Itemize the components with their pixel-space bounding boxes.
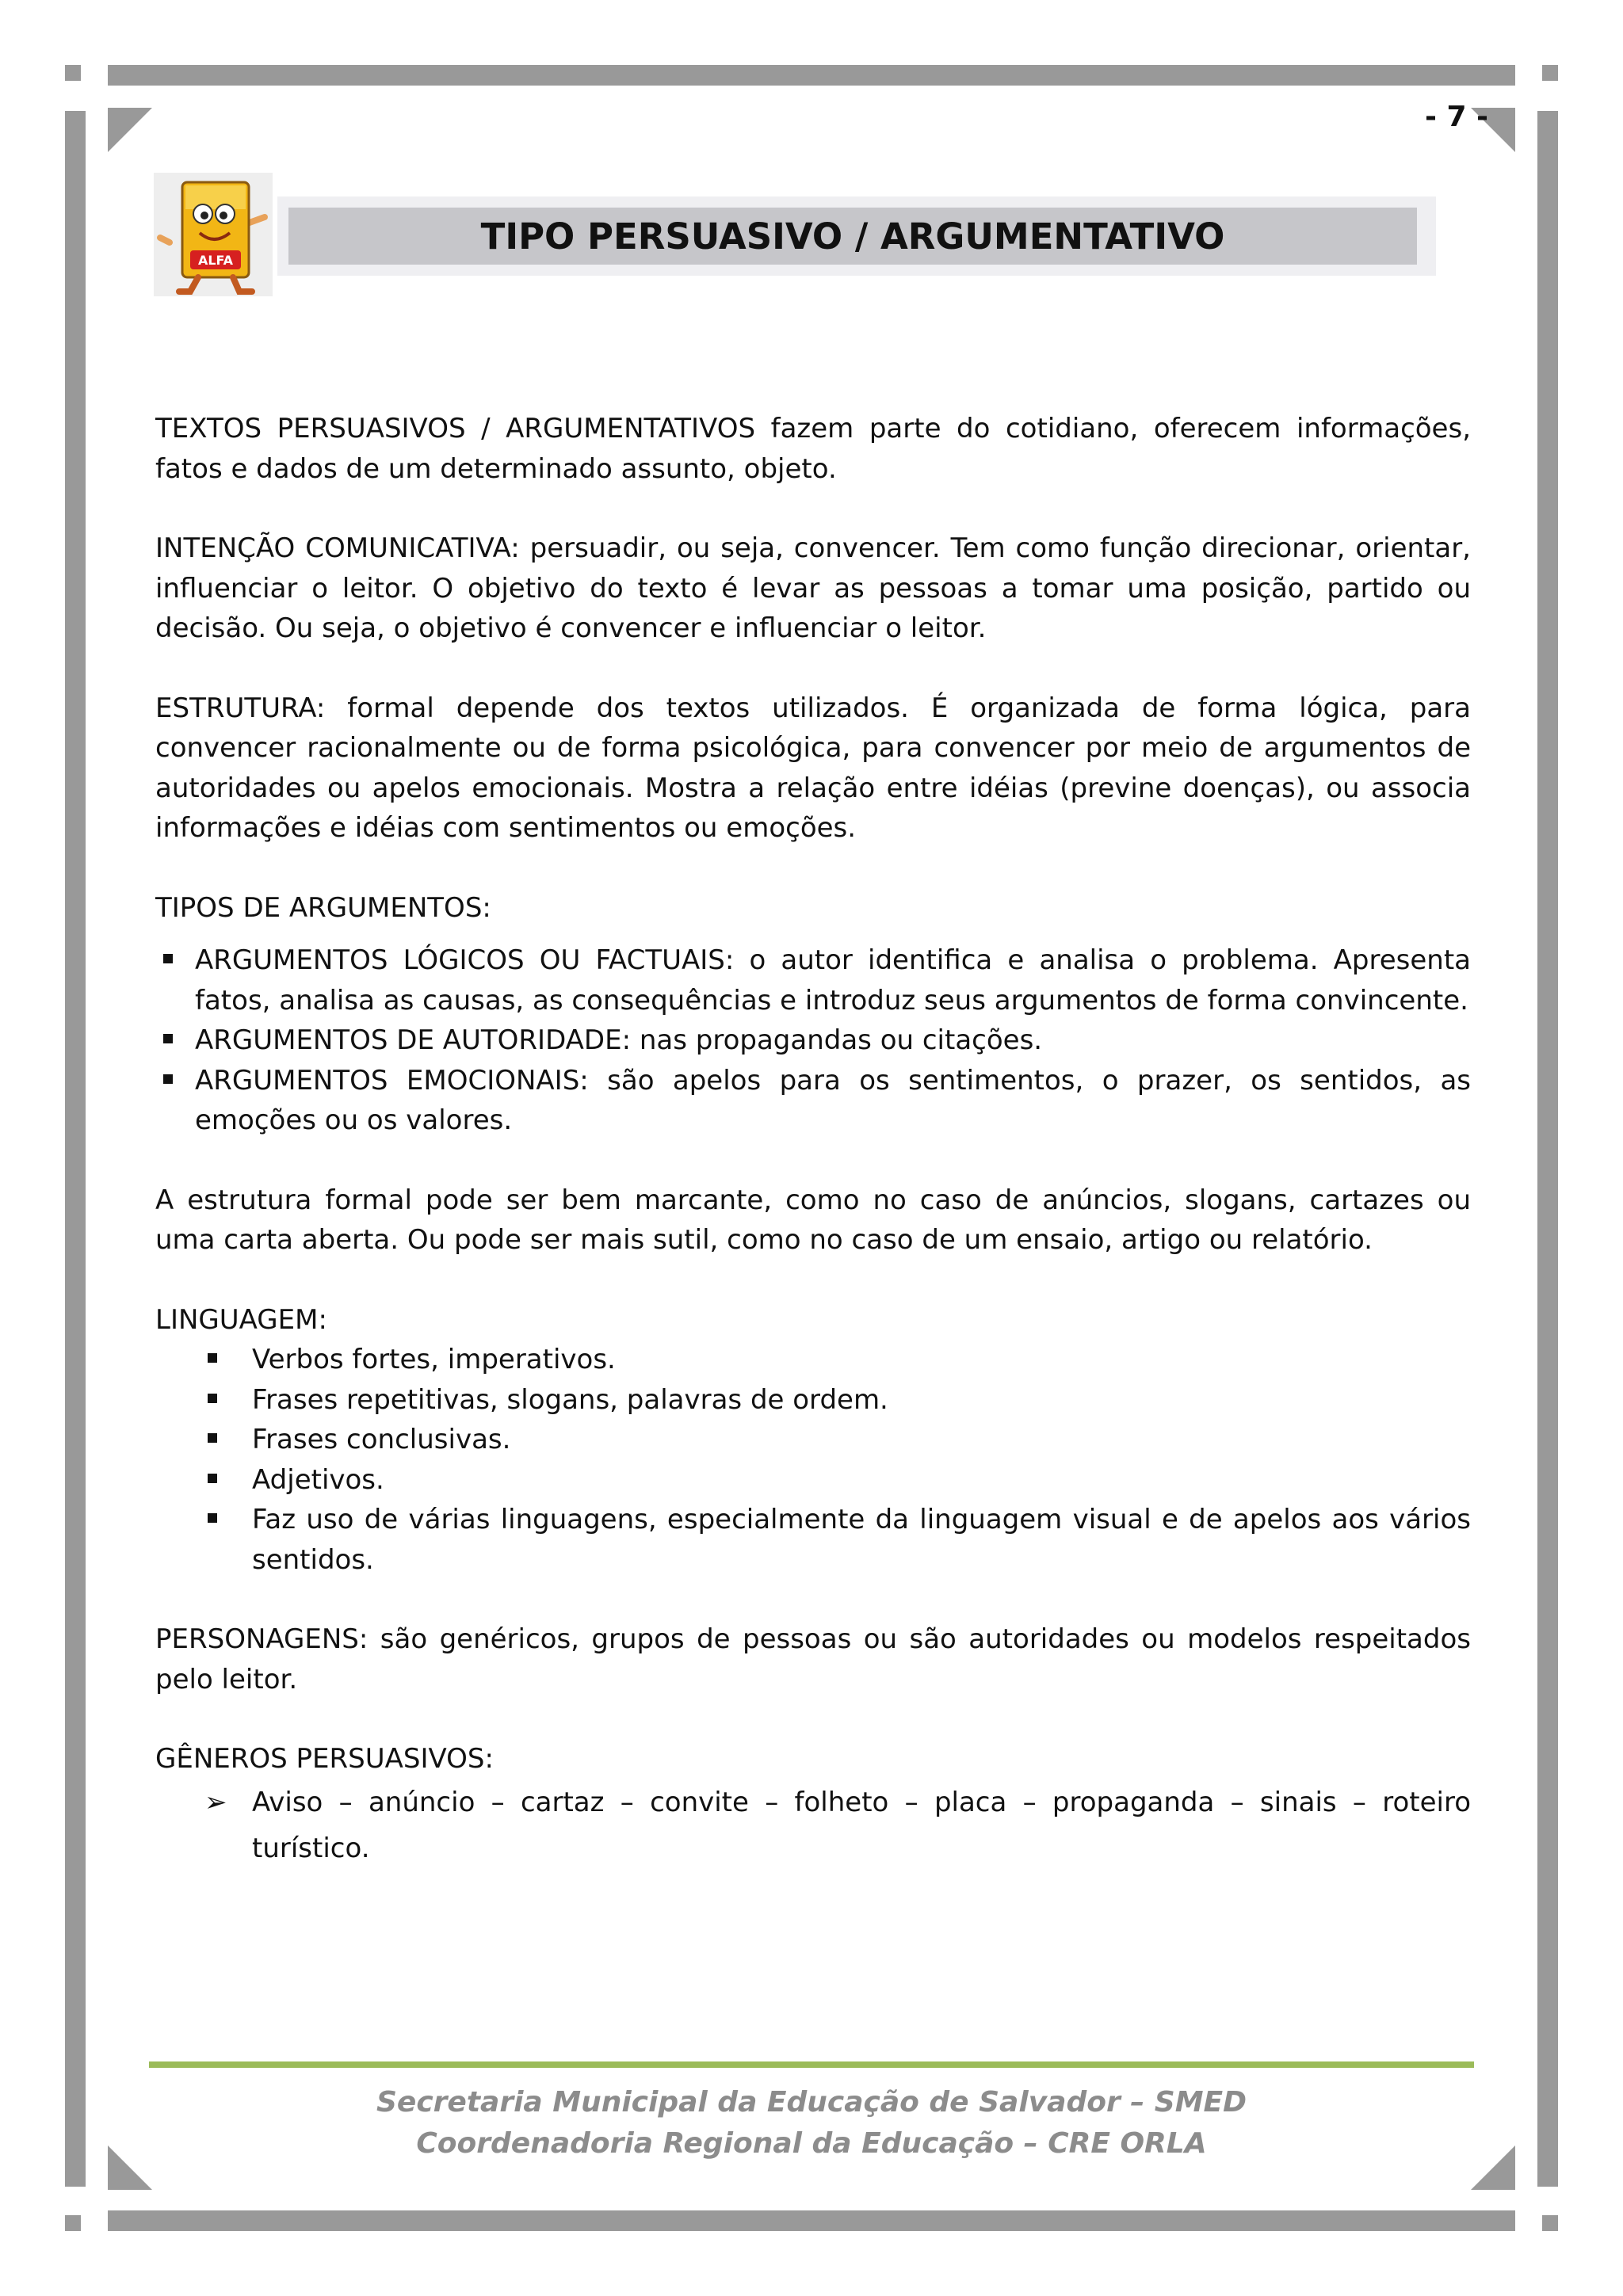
estrutura-paragraph: ESTRUTURA: formal depende dos textos utilizados. É organizada de forma lógica, para convencer racionalmente ou de forma psicológica, para convencer por meio de argumentos de autoridades ou apelos emocionais. Mostra a relação entre idéias (previne doenças), ou associa informações e idéias com sentimentos ou emoções. bbox=[155, 692, 1471, 844]
list-item: Faz uso de várias linguagens, especialmente da linguagem visual e de apelos aos vários sentidos. bbox=[155, 1500, 1471, 1580]
intro-paragraph: TEXTOS PERSUASIVOS / ARGUMENTATIVOS fazem parte do cotidiano, oferecem informações, fatos e dados de um determinado assunto, objeto. bbox=[155, 413, 1471, 485]
list-item: ➢ Aviso – anúncio – cartaz – convite – folheto – placa – propaganda – sinais – roteiro turístico. bbox=[155, 1779, 1471, 1871]
square-bullet-icon bbox=[208, 1353, 217, 1363]
linguagem-heading: LINGUAGEM: bbox=[155, 1303, 327, 1336]
frame-top-bar bbox=[108, 65, 1515, 86]
list-item: Frases conclusivas. bbox=[155, 1420, 1471, 1460]
list-item: Adjetivos. bbox=[155, 1460, 1471, 1501]
frame-left-bar bbox=[65, 111, 86, 2187]
frame-corner-square-tr bbox=[1542, 65, 1558, 81]
alfa-mascot-icon bbox=[154, 173, 273, 296]
footer-divider bbox=[149, 2061, 1474, 2068]
square-bullet-icon bbox=[208, 1394, 217, 1403]
square-bullet-icon bbox=[208, 1513, 217, 1523]
page-number: - 7 - bbox=[1425, 101, 1488, 133]
footer bbox=[0, 2082, 1623, 2164]
arrow-bullet-icon: ➢ bbox=[204, 1786, 227, 1818]
list-item: ARGUMENTOS DE AUTORIDADE: nas propagandas ou citações. bbox=[155, 1020, 1471, 1061]
list-item: ARGUMENTOS LÓGICOS OU FACTUAIS: o autor identifica e analisa o problema. Apresenta fatos, analisa as causas, as consequências e introduz seus argumentos de forma convincente. bbox=[155, 940, 1471, 1020]
argumentos-list bbox=[155, 940, 1471, 1141]
personagens-paragraph: PERSONAGENS: são genéricos, grupos de pessoas ou são autoridades ou modelos respeitados pelo leitor. bbox=[155, 1623, 1471, 1695]
frame-corner-square-bl bbox=[65, 2215, 81, 2231]
square-bullet-icon bbox=[208, 1433, 217, 1443]
footer-line-1: Secretaria Municipal da Educação de Salvador – SMED bbox=[376, 2086, 1247, 2119]
square-bullet-icon bbox=[163, 1074, 173, 1084]
footer-line-2: Coordenadoria Regional da Educação – CRE ORLA bbox=[416, 2127, 1207, 2160]
square-bullet-icon bbox=[208, 1474, 217, 1483]
page-title: TIPO PERSUASIVO / ARGUMENTATIVO bbox=[288, 208, 1417, 265]
frame-right-bar bbox=[1537, 111, 1558, 2187]
square-bullet-icon bbox=[163, 1034, 173, 1043]
square-bullet-icon bbox=[163, 954, 173, 963]
list-item: Frases repetitivas, slogans, palavras de ordem. bbox=[155, 1380, 1471, 1421]
frame-corner-square-br bbox=[1542, 2215, 1558, 2231]
main-content bbox=[155, 409, 1471, 1871]
list-item: ARGUMENTOS EMOCIONAIS: são apelos para os sentimentos, o prazer, os sentidos, as emoções ou os valores. bbox=[155, 1061, 1471, 1141]
frame-bottom-bar bbox=[108, 2210, 1515, 2231]
frame-corner-square-tl bbox=[65, 65, 81, 81]
list-item: Verbos fortes, imperativos. bbox=[155, 1340, 1471, 1380]
generos-list bbox=[155, 1779, 1471, 1871]
linguagem-list bbox=[155, 1340, 1471, 1580]
svg-text:ALFA: ALFA bbox=[197, 253, 234, 268]
tipos-heading: TIPOS DE ARGUMENTOS: bbox=[155, 891, 491, 924]
intencao-paragraph: INTENÇÃO COMUNICATIVA: persuadir, ou seja, convencer. Tem como função direcionar, orientar, influenciar o leitor. O objetivo do texto é levar as pessoas a tomar uma posição, partido ou decisão. Ou seja, o objetivo é convencer e influenciar o leitor. bbox=[155, 532, 1471, 644]
estrutura-formal-paragraph: A estrutura formal pode ser bem marcante, como no caso de anúncios, slogans, cartazes ou uma carta aberta. Ou pode ser mais sutil, como no caso de um ensaio, artigo ou relatório. bbox=[155, 1184, 1471, 1256]
frame-corner-triangle-tl bbox=[108, 108, 152, 152]
logo bbox=[154, 173, 273, 296]
generos-heading: GÊNEROS PERSUASIVOS: bbox=[155, 1743, 494, 1775]
